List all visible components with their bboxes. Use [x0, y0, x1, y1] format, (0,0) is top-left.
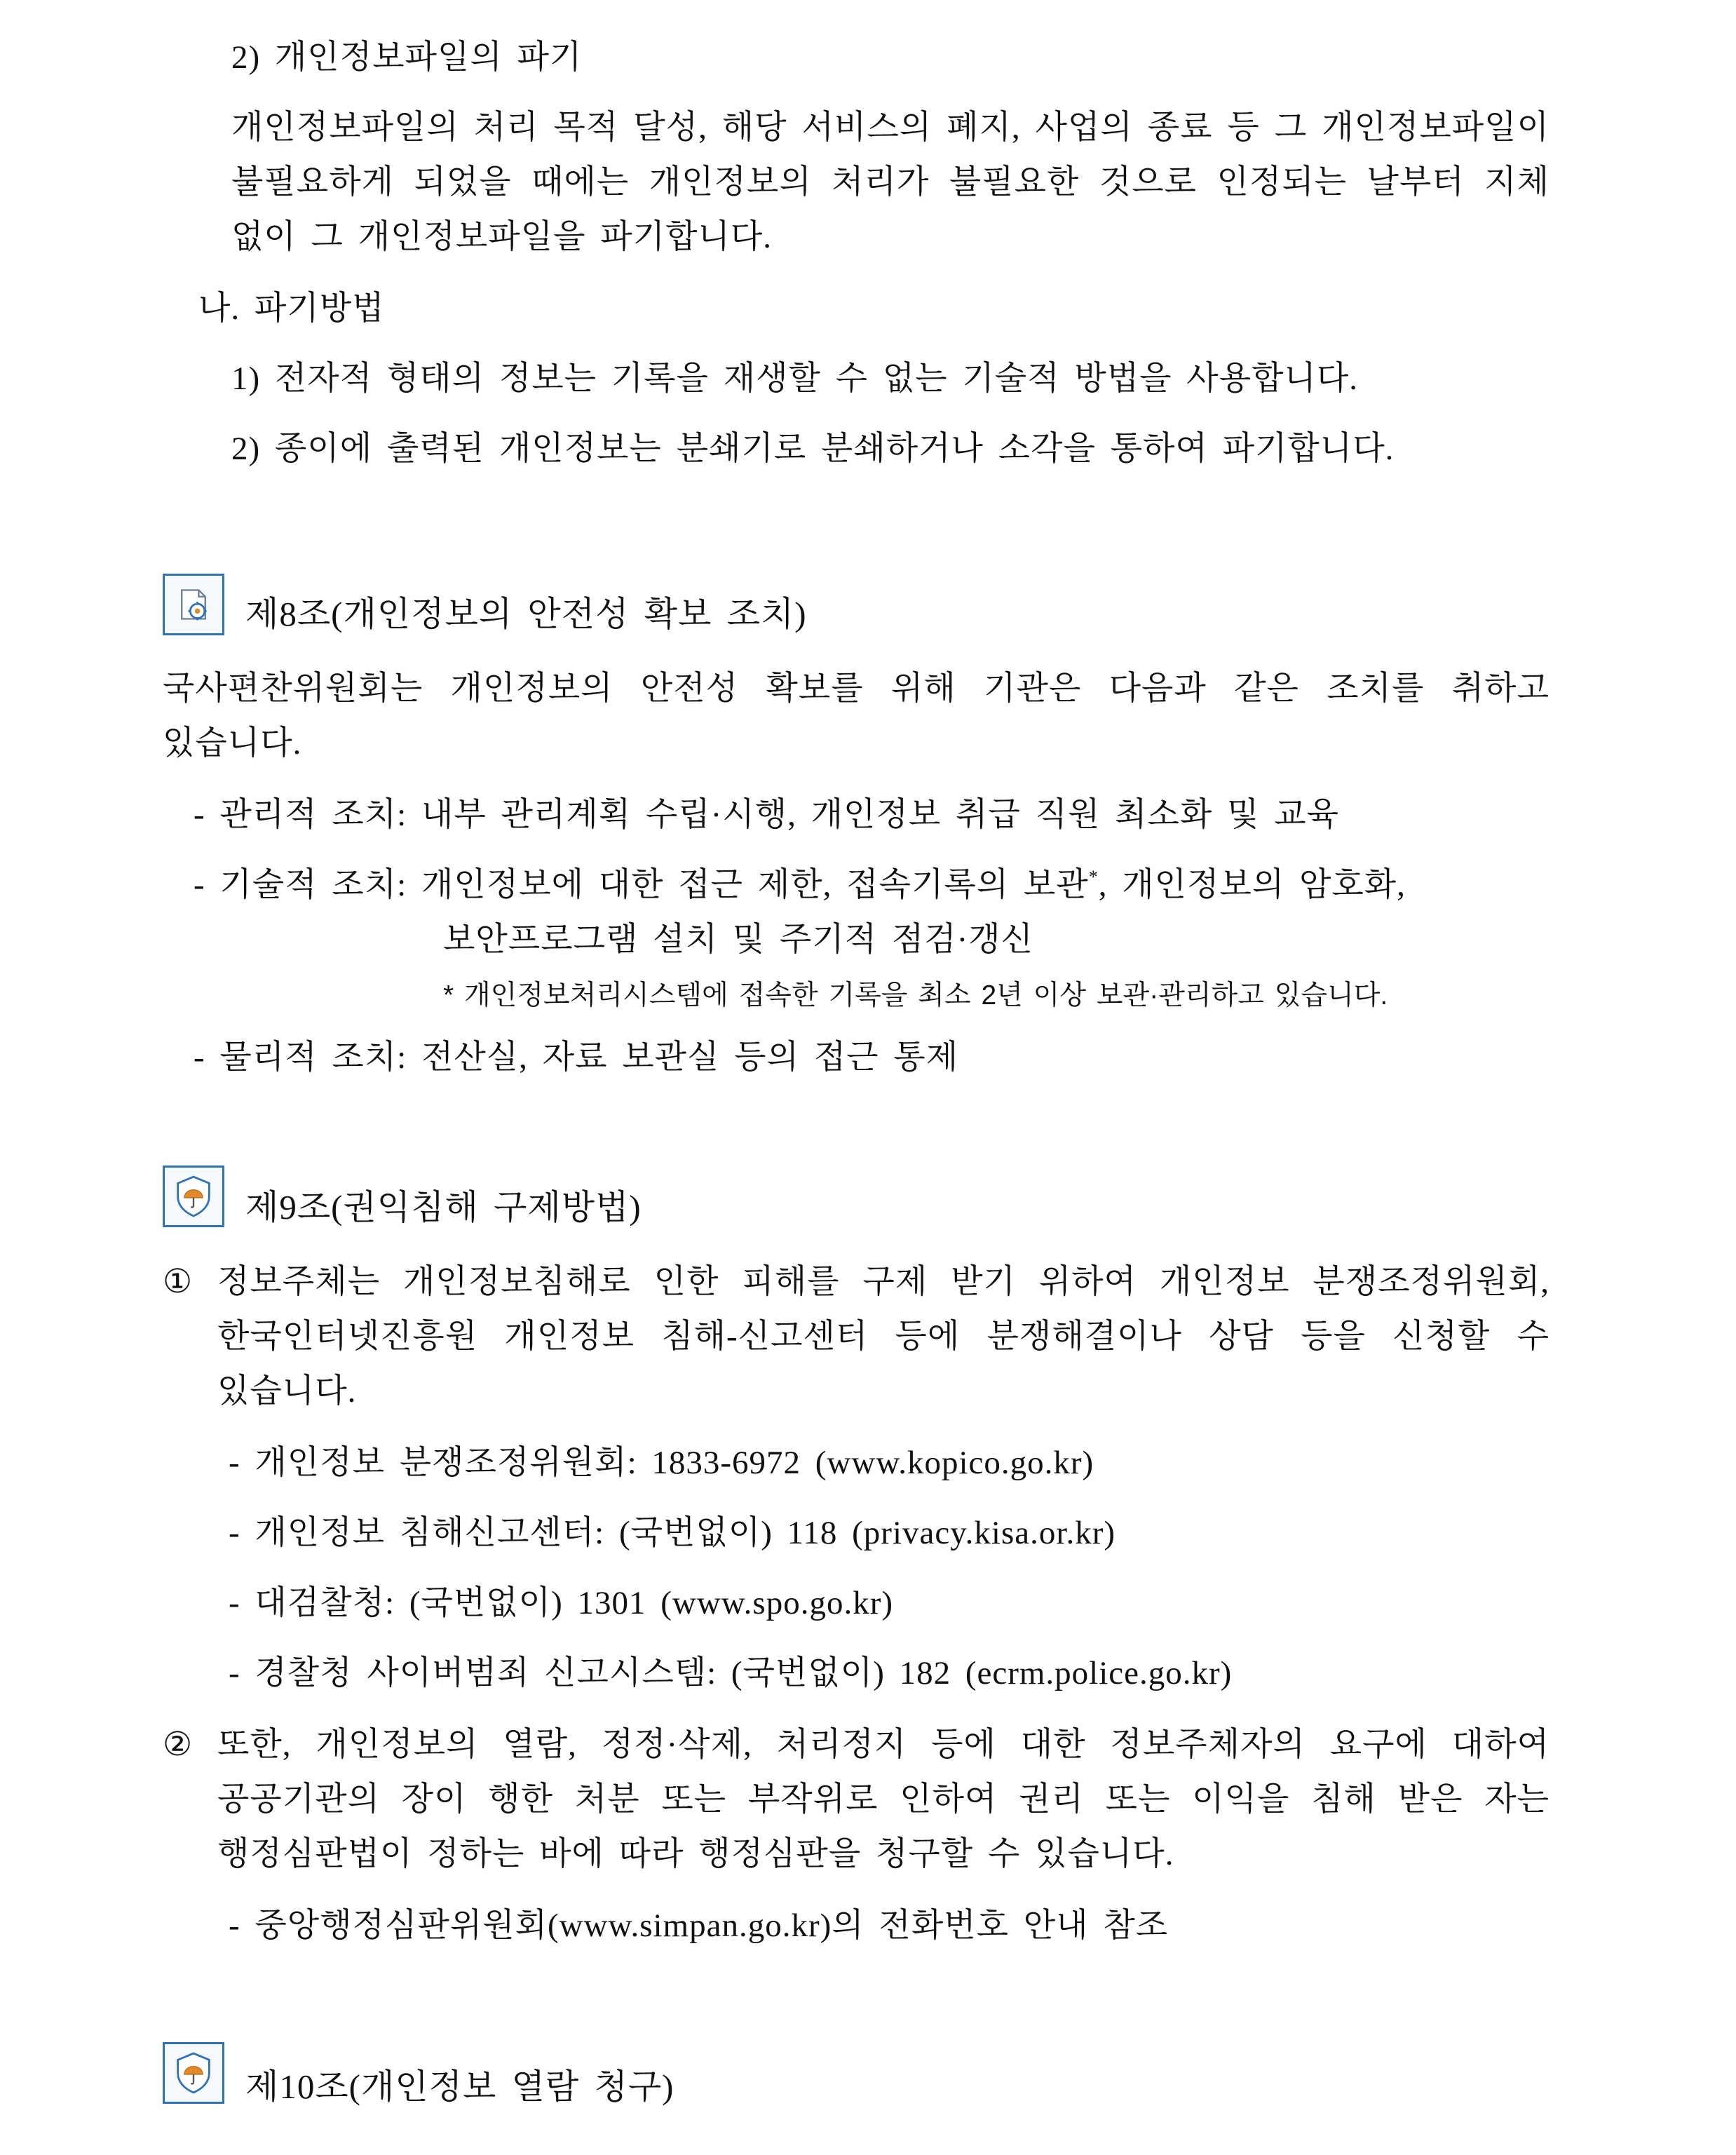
tech-measure-note: * 개인정보처리시스템에 접속한 기록을 최소 2년 이상 보관·관리하고 있습니다.	[443, 980, 1388, 1011]
gear-document-icon	[163, 574, 224, 635]
footnote-marker: *	[1088, 867, 1099, 887]
paragraph-2-line-2: 공공기관의 장이 행한 처분 또는 부작위로 인하여 권리 또는 이익을 침해 받은 자는	[217, 1781, 1549, 1818]
article-8-intro-line-1: 국사편찬위원회는 개인정보의 안전성 확보를 위해 기관은 다음과 같은 조치를 취하고	[163, 670, 1549, 707]
tech-measure-line-2: 보안프로그램 설치 및 주기적 점검·갱신	[443, 921, 1034, 958]
contact-spo: - 대검찰청: (국번없이) 1301 (www.spo.go.kr)	[229, 1585, 893, 1621]
paragraph-1-line-1: 정보주체는 개인정보침해로 인한 피해를 구제 받기 위하여 개인정보 분쟁조정위원회,	[217, 1264, 1549, 1300]
shield-umbrella-icon	[163, 1166, 224, 1227]
tech-measure-text-end: , 개인정보의 암호화,	[1098, 867, 1406, 903]
physical-measure: - 물리적 조치: 전산실, 자료 보관실 등의 접근 통제	[194, 1039, 959, 1076]
method-title: 나. 파기방법	[198, 290, 385, 327]
simpan-note: - 중앙행정심판위원회(www.simpan.go.kr)의 전화번호 안내 참조	[229, 1907, 1169, 1944]
item-2-body-line-1: 개인정보파일의 처리 목적 달성, 해당 서비스의 폐지, 사업의 종료 등 그 개인정보파일이	[231, 109, 1549, 146]
admin-measure: - 관리적 조치: 내부 관리계획 수립·시행, 개인정보 취급 직원 최소화 및 교육	[194, 797, 1340, 833]
paragraph-1-line-3: 있습니다.	[217, 1373, 357, 1410]
method-1: 1) 전자적 형태의 정보는 기록을 재생할 수 없는 기술적 방법을 사용합니다.	[231, 360, 1359, 397]
item-2-body-line-3: 없이 그 개인정보파일을 파기합니다.	[231, 219, 773, 255]
paragraph-2-line-3: 행정심판법이 정하는 바에 따라 행정심판을 청구할 수 있습니다.	[217, 1836, 1174, 1872]
paragraph-2-marker: ②	[163, 1727, 194, 1763]
contact-police: - 경찰청 사이버범죄 신고시스템: (국번없이) 182 (ecrm.police.go.kr)	[229, 1655, 1233, 1691]
article-8-title: 제8조(개인정보의 안전성 확보 조치)	[245, 595, 807, 633]
contact-kopico: - 개인정보 분쟁조정위원회: 1833-6972 (www.kopico.go.kr)	[229, 1445, 1094, 1481]
paragraph-1-marker: ①	[163, 1264, 194, 1300]
tech-measure-text: - 기술적 조치: 개인정보에 대한 접근 제한, 접속기록의 보관	[194, 867, 1089, 903]
contact-kisa: - 개인정보 침해신고센터: (국번없이) 118 (privacy.kisa.or.kr)	[229, 1515, 1115, 1551]
article-8-intro-line-2: 있습니다.	[163, 725, 302, 762]
item-2-body-line-2: 불필요하게 되었을 때에는 개인정보의 처리가 불필요한 것으로 인정되는 날부터 지체	[231, 164, 1549, 201]
paragraph-2-line-1: 또한, 개인정보의 열람, 정정·삭제, 처리정지 등에 대한 정보주체자의 요구에 대하여	[217, 1727, 1549, 1763]
paragraph-1-line-2: 한국인터넷진흥원 개인정보 침해-신고센터 등에 분쟁해결이나 상담 등을 신청할 수	[217, 1318, 1549, 1355]
item-2-title: 2) 개인정보파일의 파기	[231, 39, 583, 76]
shield-umbrella-icon	[163, 2042, 224, 2104]
method-2: 2) 종이에 출력된 개인정보는 분쇄기로 분쇄하거나 소각을 통하여 파기합니다.	[231, 431, 1395, 467]
article-10-title: 제10조(개인정보 열람 청구)	[245, 2067, 674, 2106]
article-9-title: 제9조(권익침해 구제방법)	[245, 1188, 642, 1227]
tech-measure-line-1	[194, 863, 1406, 907]
